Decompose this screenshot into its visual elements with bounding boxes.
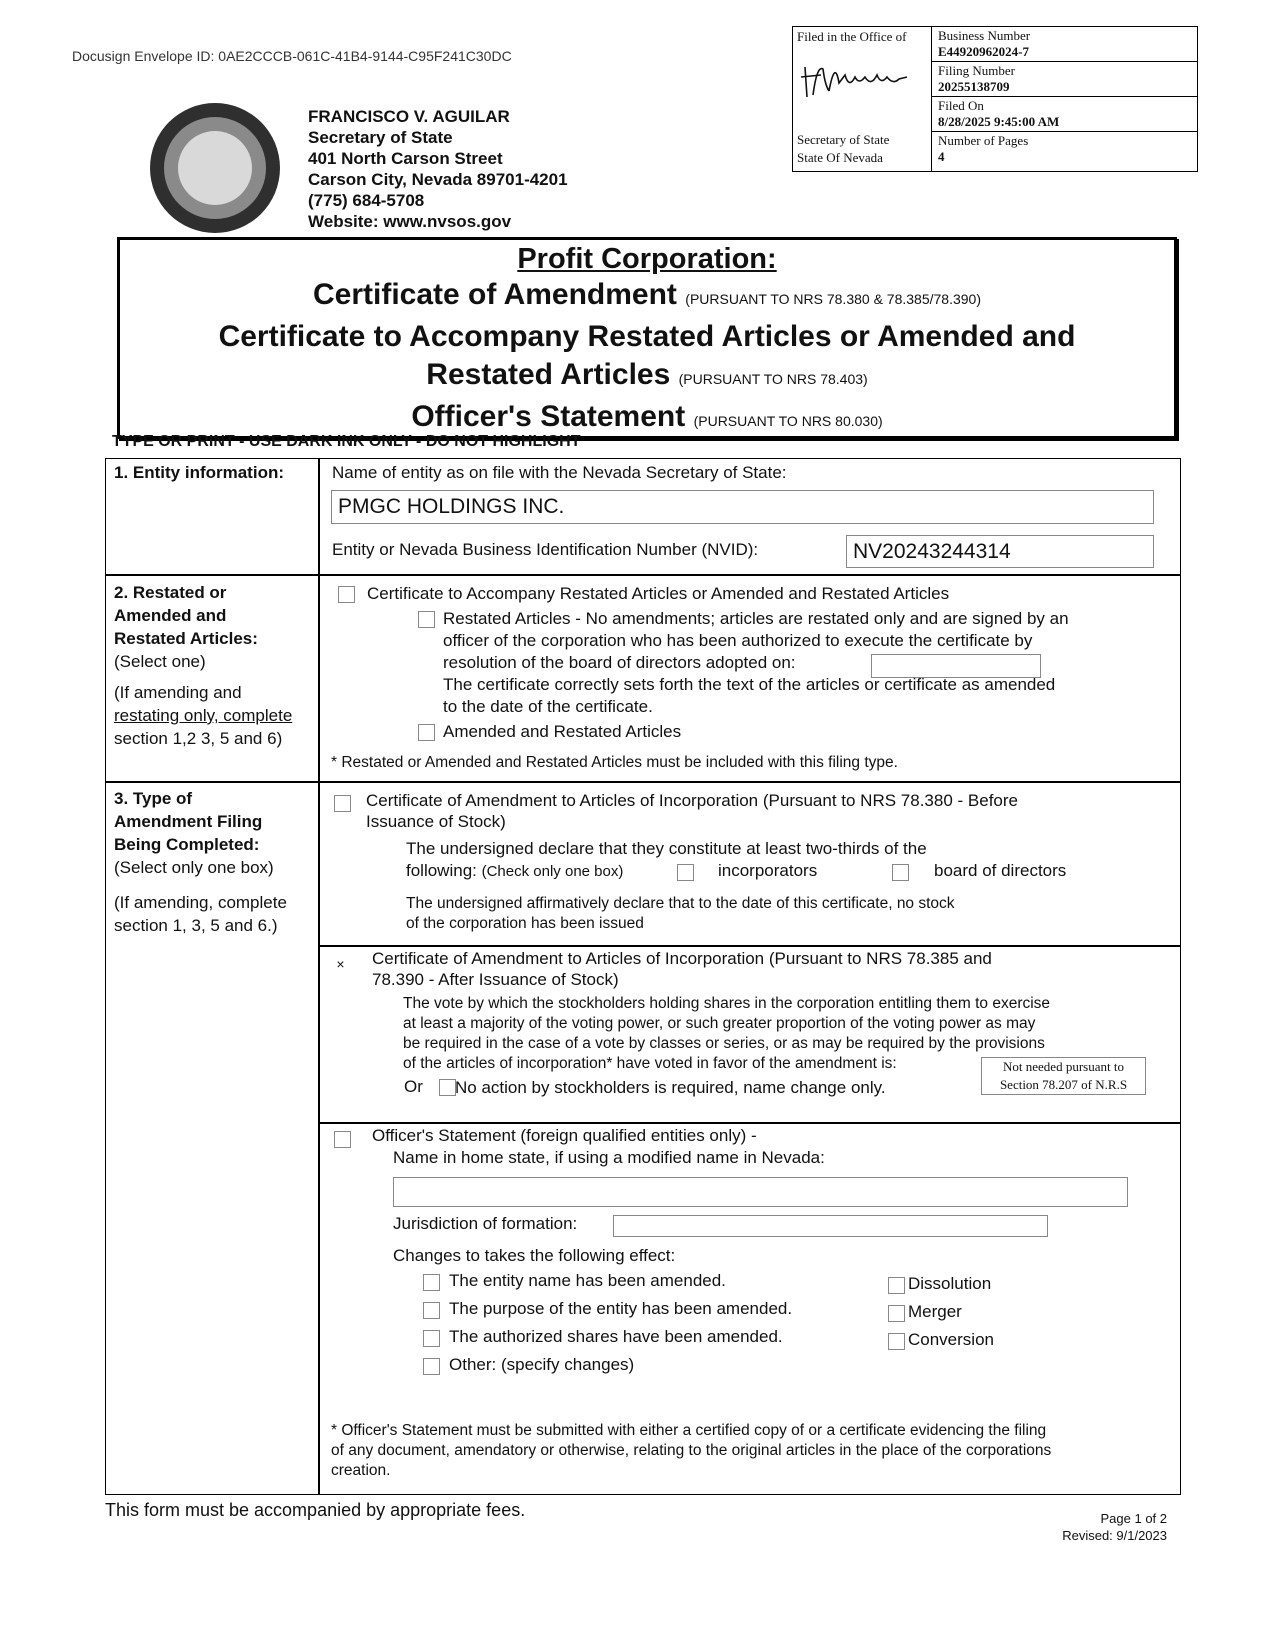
amended-restated-checkbox[interactable] bbox=[418, 724, 435, 741]
title-line-4: Officer's Statement bbox=[411, 400, 686, 433]
merger-checkbox[interactable] bbox=[888, 1305, 905, 1322]
title-line-3: Restated Articles bbox=[426, 358, 671, 391]
page-number: Page 1 of 2 bbox=[1100, 1511, 1167, 1526]
docusign-envelope-id: Docusign Envelope ID: 0AE2CCCB-061C-41B4-9144-C95F241C30DC bbox=[72, 48, 512, 64]
sos-title: Secretary of State bbox=[308, 128, 453, 147]
officer-statement-checkbox[interactable] bbox=[334, 1131, 351, 1148]
other-changes-checkbox[interactable] bbox=[423, 1358, 440, 1375]
name-amended-checkbox[interactable] bbox=[423, 1274, 440, 1291]
no-action-checkbox[interactable] bbox=[439, 1079, 456, 1096]
dissolution-checkbox[interactable] bbox=[888, 1277, 905, 1294]
sos-name: FRANCISCO V. AGUILAR bbox=[308, 107, 510, 126]
ink-instructions: TYPE OR PRINT - USE DARK INK ONLY - DO NOT HIGHLIGHT bbox=[112, 433, 581, 450]
home-state-name-field[interactable] bbox=[393, 1177, 1128, 1207]
before-stock-checkbox[interactable] bbox=[334, 795, 351, 812]
filed-state: State Of Nevada bbox=[797, 150, 883, 165]
pages-cell: Number of Pages 4 bbox=[932, 132, 1197, 170]
section-1-label: 1. Entity information: bbox=[114, 463, 284, 482]
filed-on-date: 8/28/2025 9:45:00 AM bbox=[938, 114, 1060, 129]
filed-secretary: Secretary of State bbox=[797, 132, 890, 147]
filing-number-cell: Filing Number 20255138709 bbox=[932, 62, 1197, 97]
sos-city: Carson City, Nevada 89701-4201 bbox=[308, 170, 568, 189]
title-line-2: Certificate to Accompany Restated Articles or Amended and bbox=[218, 320, 1076, 353]
restated-certificate-checkbox[interactable] bbox=[338, 586, 355, 603]
filing-number: 20255138709 bbox=[938, 79, 1010, 94]
nvid-field[interactable]: NV20243244314 bbox=[846, 535, 1154, 568]
nevada-state-seal bbox=[150, 103, 280, 233]
filing-stamp-box bbox=[792, 26, 1198, 172]
board-of-directors-checkbox[interactable] bbox=[892, 864, 909, 881]
jurisdiction-field[interactable] bbox=[613, 1215, 1048, 1237]
sos-street: 401 North Carson Street bbox=[308, 149, 503, 168]
section-2-label: 2. Restated or Amended and Restated Articles: (Select one) (If amending and restating only, complete section 1,2 3, 5 and 6) bbox=[114, 583, 293, 748]
business-number-cell: Business Number E44920962024-7 bbox=[932, 27, 1197, 62]
incorporators-checkbox[interactable] bbox=[677, 864, 694, 881]
page-count: 4 bbox=[938, 149, 945, 164]
secretary-signature bbox=[799, 55, 925, 103]
form-heading: Profit Corporation: bbox=[517, 243, 777, 275]
secretary-of-state-address bbox=[308, 106, 568, 232]
purpose-amended-checkbox[interactable] bbox=[423, 1302, 440, 1319]
title-line-1: Certificate of Amendment bbox=[312, 278, 677, 311]
restated-only-checkbox[interactable] bbox=[418, 611, 435, 628]
conversion-checkbox[interactable] bbox=[888, 1333, 905, 1350]
shares-amended-checkbox[interactable] bbox=[423, 1330, 440, 1347]
form-title-box: Profit Corporation: Certificate of Amendment (PURSUANT TO NRS 78.380 & 78.385/78.390) Certificate to Accompany Restated Articles or Amended and Restated Articles (PURSUANT TO NRS 78.403) Officer's Statement (PURSUANT TO NRS 80.030) bbox=[117, 237, 1177, 439]
entity-name-field[interactable]: PMGC HOLDINGS INC. bbox=[331, 490, 1154, 524]
filed-office-label: Filed in the Office of bbox=[797, 29, 907, 44]
filed-on-cell: Filed On 8/28/2025 9:45:00 AM bbox=[932, 97, 1197, 132]
page-info bbox=[1000, 1510, 1167, 1544]
business-number: E44920962024-7 bbox=[938, 44, 1029, 59]
section-3-label: 3. Type of Amendment Filing Being Completed: (Select only one box) (If amending, complete section 1, 3, 5 and 6.) bbox=[114, 789, 287, 935]
fees-notice: This form must be accompanied by appropriate fees. bbox=[105, 1500, 526, 1520]
sos-website[interactable]: Website: www.nvsos.gov bbox=[308, 212, 512, 231]
sos-phone: (775) 684-5708 bbox=[308, 191, 425, 210]
revised-date: Revised: 9/1/2023 bbox=[1062, 1528, 1167, 1543]
after-stock-checkbox-checked[interactable]: × bbox=[332, 956, 349, 973]
form-body: 1. Entity information: Name of entity as on file with the Nevada Secretary of State: PMGC HOLDINGS INC. Entity or Nevada Business Identification Number (NVID): NV20243244314 2. Restated or Amended and Restated Articles: (Select one) (If amending and restating only, complete section 1,2 3, 5 and 6) Certificate to Accompany Restated Articles or Amended and Restated Articles Restated Articles - No amendments; articles are restated only and are signed by an officer of the corporation who has been authorized to execute the certificate by resolution of the board of directors adopted on: The certificate correctly sets forth the text of the articles or certificate as amended to the date of the certificate. Amended and Restated Articles * Restated or Amended and Restated Articles must be included with this filing type. 3. Type of Amendment Filing Being Completed: (Select only one box) (If amending, complete section 1, 3, 5 and 6.) Certificate of Amendment to Articles of Incorporation (Pursuant to NRS 78.380 - Before Issuance of Stock) The undersigned declare that they constitute at least two-thirds of the following: (Check only one box) incorporators board of directors The undersigned affirmatively declare that to the date of this certificate, no stock of the corporation has been issued × Certificate of Amendment to Articles of Incorporation (Pursuant to NRS 78.385 and 78.390 - After Issuance of Stock) The vote by which the stockholders holding shares in the corporation entitling them to exercise at least a majority of the voting power, or such greater proportion of the voting power as may be required in the case of a vote by classes or series, or as may be required by the provisions of the articles of incorporation* have voted in favor of the amendment is: Not needed pursuant to Section 78.207 of N.R.S Or No action by stockholders is required, name change only. Officer's Statement (foreign qualified entities only) - Name in home state, if using a modified name in Nevada: Jurisdiction of formation: Changes to takes the following effect: The entity name has been amended. The purpose of the entity has been amended. The authorized shares have been amended. Other: (specify changes) Dissolution Merger Conversion * Officer's Statement must be submitted with either a certified copy of or a certificate evidencing the filing of any document, amendatory or otherwise, relating to the original articles in the place of the corporations creation. bbox=[105, 458, 1181, 1495]
vote-value-field[interactable]: Not needed pursuant to Section 78.207 of N.R.S bbox=[981, 1057, 1146, 1095]
